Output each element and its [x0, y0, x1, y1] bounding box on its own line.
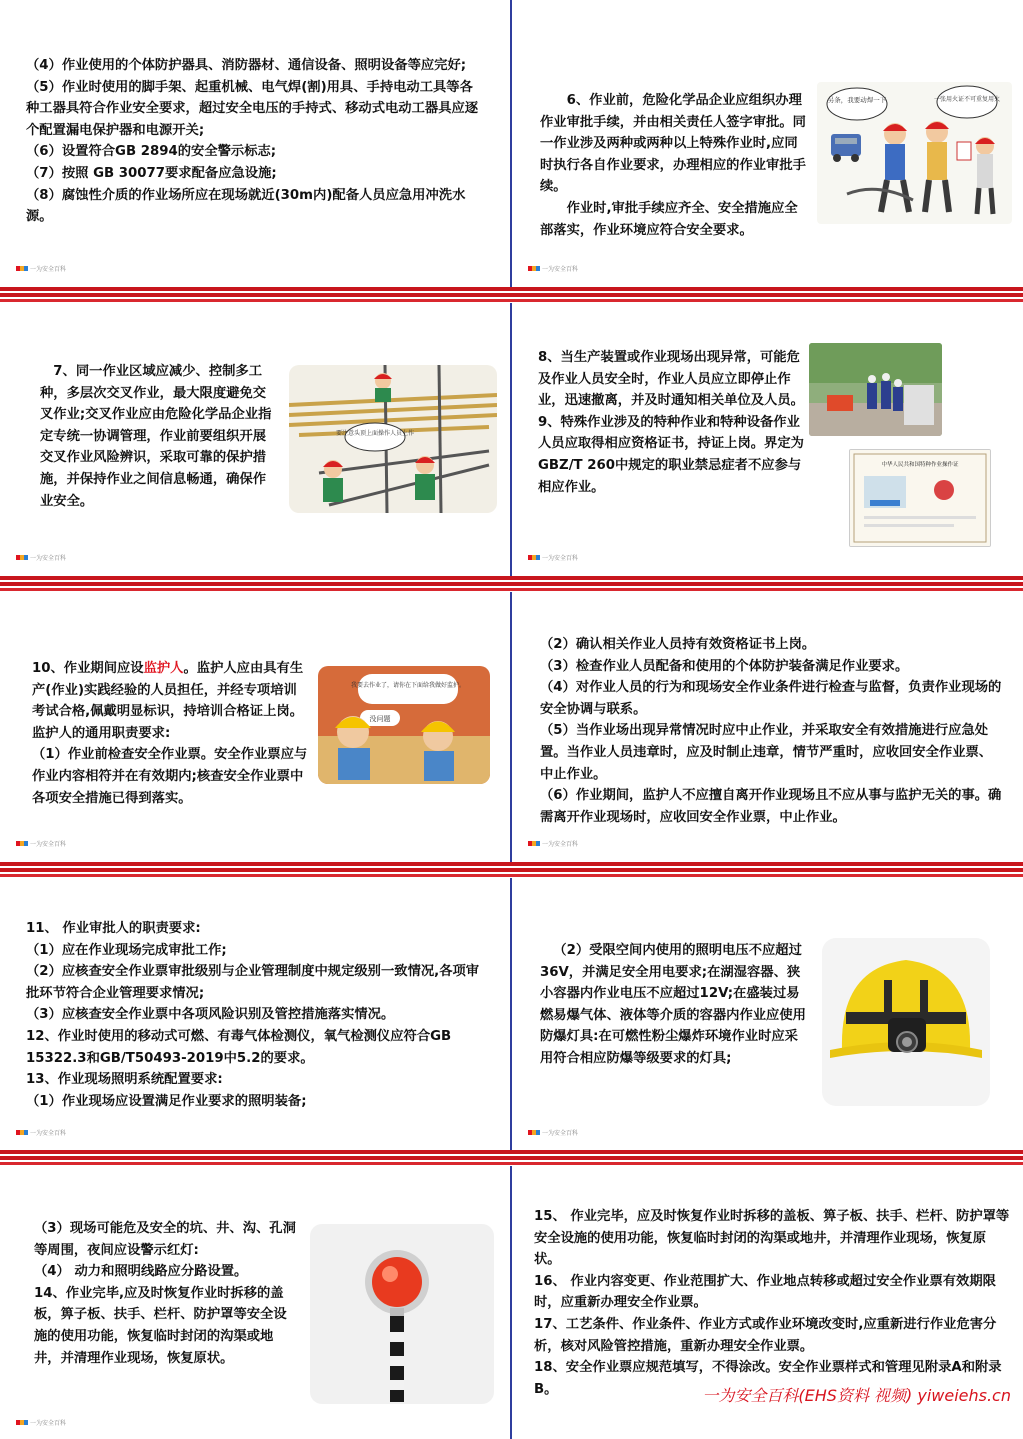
slide-3-text: [40, 361, 275, 512]
slide-5-text: [32, 658, 310, 809]
footer-text: 一为安全百科: [542, 841, 579, 848]
text-line: 11、 作业审批人的职责要求:: [26, 921, 201, 936]
footer-text: 一为安全百科: [30, 555, 67, 562]
text-line: 18、安全作业票应规范填写，不得涂改。安全作业票样式和管理见附录A和附录B。: [534, 1360, 1002, 1397]
footer-text: 一为安全百科: [30, 266, 67, 273]
footer-logo-icon: [16, 555, 28, 560]
text-line: （2）应核查安全作业票审批级别与企业管理制度中规定级别一致情况,各项审批环节符合企业管理要求情况;: [26, 964, 480, 1001]
bubble-text: 另条，我要动焊一下: [827, 96, 887, 104]
slide-4: [512, 303, 1022, 576]
slide-9-text: [34, 1218, 296, 1369]
text-line: 7、同一作业区域应减少、控制多工种，多层次交叉作业，最大限度避免交叉作业;交叉作业应由危险化学品企业指定专统一协调管理，作业前要组织开展交叉作业风险辨识，采取可靠的保护措施，并保持作业之间信息畅通，确保作业安全。: [40, 364, 272, 509]
text-line: （4）对作业人员的行为和现场安全作业条件进行检查与监督，负责作业现场的安全协调与联系。: [540, 680, 1002, 717]
slide-footer: [16, 264, 66, 273]
footer-text: 一为安全百科: [30, 841, 67, 848]
supervisor-cartoon-image: [318, 666, 490, 784]
footer-logo-icon: [16, 841, 28, 846]
text-line: 6、作业前，危险化学品企业应组织办理作业审批手续，并由相关责任人签字审批。同一作业涉及两种或两种以上特殊作业时,应同时执行各自作业要求，办理相应的作业审批手续。: [540, 93, 806, 195]
text-line: （2）受限空间内使用的照明电压不应超过36V，并满足安全用电要求;在湖湿容器、狭小容器内作业电压不应超过12V;在盛装过易燃易爆气体、液体等介质的容器内作业应使用防爆灯具:在可燃性粉尘爆炸环境作业时应采用符合相应防爆等级要求的灯具;: [540, 943, 806, 1066]
text-line: （5）作业时使用的脚手架、起重机械、电气焊(割)用具、手持电动工具等各种工器具符合作业安全要求，超过安全电压的手持式、移动式电动工器具应逐个配置漏电保护器和电源开关;: [26, 79, 479, 138]
footer-logo-icon: [16, 266, 28, 271]
text-line: 17、工艺条件、作业条件、作业方式或作业环境改变时,应重新进行作业危害分析，核对风险管控措施，重新办理安全作业票。: [534, 1316, 997, 1354]
slide-2: [512, 0, 1022, 287]
footer-text: 一为安全百科: [30, 1130, 67, 1137]
footer-logo-icon: [16, 1130, 28, 1135]
highlight-term: 监护人: [143, 661, 184, 676]
slide-footer: [16, 839, 66, 848]
text-line: （2）确认相关作业人员持有效资格证书上岗。: [540, 637, 816, 652]
section-divider-band: [0, 1150, 1023, 1166]
slide-footer: [16, 1418, 66, 1427]
approval-cartoon-image: [817, 82, 1012, 224]
slide-5: [0, 592, 510, 862]
slide-footer: [16, 553, 66, 562]
slide-6-text: [540, 634, 1002, 828]
text-span: 。监护人应由具有生产(作业)实践经验的人员担任，并经专项培训考试合格,佩戴明显标识，持培训合格证上岗。 监护人的通用职责要求:: [32, 661, 304, 741]
section-divider-band: [0, 576, 1023, 592]
slide-footer: [528, 839, 578, 848]
text-line: 15、 作业完毕，应及时恢复作业时拆移的盖板、箅子板、扶手、栏杆、防护罩等安全设施的使用功能，恢复临时封闭的沟渠或地井，并清理作业现场，恢复原状。: [534, 1209, 1010, 1268]
slide-3: [0, 303, 510, 576]
text-line: （7）按照 GB 30077要求配备应急设施;: [26, 165, 277, 181]
text-line: 12、作业时使用的移动式可燃、有毒气体检测仪，氧气检测仪应符合GB 15322.3和GB/T50493-2019中5.2的要求。: [26, 1028, 452, 1066]
footer-logo-icon: [528, 266, 540, 271]
text-line: 作业时,审批手续应齐全、安全措施应全部落实，作业环境应符合安全要求。: [540, 200, 798, 238]
slide-2-text: [540, 90, 806, 241]
text-line: （5）当作业场出现异常情况时应中止作业，并采取安全有效措施进行应急处置。当作业人员违章时，应及时制止违章，情节严重时，应收回安全作业票、中止作业。: [540, 723, 993, 782]
bubble-text: 没问题: [369, 715, 391, 723]
text-line: （6）作业期间，监护人不应擅自离开作业现场且不应从事与监护无关的事。确需离开作业现场时，应收回安全作业票，中止作业。: [540, 788, 1002, 825]
footer-text: 一为安全百科: [30, 1420, 67, 1427]
text-line: （3）现场可能危及安全的坑、井、沟、孔洞等周围，夜间应设警示红灯:: [34, 1221, 296, 1258]
slide-footer: [528, 264, 578, 273]
bubble-text: 我要去作业了，请你在下面给我做好监护。: [350, 682, 466, 689]
slide-8: [512, 878, 1022, 1150]
text-line: （3）应核查安全作业票中各项风险识别及管控措施落实情况。: [26, 1007, 395, 1023]
text-line: （1）应在作业现场完成审批工作;: [26, 942, 227, 958]
slide-6: [512, 592, 1022, 862]
certificate-image: [849, 449, 991, 547]
text-line: 13、作业现场照明系统配置要求:: [26, 1072, 223, 1088]
footer-logo-icon: [528, 841, 540, 846]
text-line: （8）腐蚀性介质的作业场所应在现场就近(30m内)配备人员应急用冲洗水源。: [26, 187, 466, 225]
footer-text: 一为安全百科: [542, 266, 579, 273]
warning-light-image: [310, 1224, 494, 1404]
text-line: 14、作业完毕,应及时恢复作业时拆移的盖板，箅子板、扶手、栏杆、防护罩等安全设施的使用功能，恢复临时封闭的沟渠或地井，并清理作业现场，恢复原状。: [34, 1285, 287, 1366]
footer-text: 一为安全百科: [542, 1130, 579, 1137]
text-line: （4） 动力和照明线路应分路设置。: [34, 1264, 248, 1280]
slide-1-text: [26, 55, 484, 228]
footer-logo-icon: [528, 555, 540, 560]
text-line: （1）作业前检查安全作业票。安全作业票应与作业内容相符并在有效期内;核查安全作业票中各项安全措施已得到落实。: [32, 747, 308, 806]
slide-7: [0, 878, 510, 1150]
slide-footer: [528, 1128, 578, 1137]
slide-4-text: [538, 347, 806, 498]
slide-footer: [16, 1128, 66, 1137]
text-line: 8、当生产装置或作业现场出现异常，可能危及作业人员安全时，作业人员应立即停止作业，迅速撤离，并及时通知相关单位及人员。: [538, 350, 804, 409]
helmet-headlamp-image: [822, 938, 990, 1106]
text-span: 10、作业期间应设: [32, 661, 144, 676]
bubble-text: 一张用火证不可重复用火: [933, 96, 1001, 103]
text-line: （6）设置符合GB 2894的安全警示标志;: [26, 144, 277, 160]
slide-1: [0, 0, 510, 287]
footer-text: 一为安全百科: [542, 555, 579, 562]
slide-8-text: [540, 940, 808, 1070]
slide-footer: [528, 553, 578, 562]
slide-7-text: [26, 918, 490, 1112]
text-line: 9、特殊作业涉及的特种作业和特种设备作业人员应取得相应资格证书，持证上岗。界定为GBZ/T 260中规定的职业禁忌症者不应参与相应作业。: [538, 414, 804, 495]
site-watermark: 一为安全百科(EHS资料 视频) yiweiehs.cn: [702, 1386, 1011, 1405]
slide-10-text: [534, 1206, 1012, 1400]
section-divider-band: [0, 287, 1023, 303]
text-line: [32, 658, 310, 744]
text-line: （4）作业使用的个体防护器具、消防器材、通信设备、照明设备等应完好;: [26, 58, 467, 73]
text-line: 16、 作业内容变更、作业范围扩大、作业地点转移或超过安全作业票有效期限时，应重新办理安全作业票。: [534, 1273, 996, 1311]
text-line: （3）检查作业人员配备和使用的个体防护装备满足作业要求。: [540, 658, 909, 674]
evacuation-photo: [809, 343, 942, 436]
slide-9: [0, 1166, 510, 1439]
bubble-text: 要注意头顶上面操作人员上作: [335, 430, 415, 437]
footer-logo-icon: [528, 1130, 540, 1135]
footer-logo-icon: [16, 1420, 28, 1425]
cross-work-cartoon-image: [289, 365, 497, 513]
certificate-title: 中华人民共和国特种作业操作证: [881, 462, 959, 468]
text-line: （1）作业现场应设置满足作业要求的照明装备;: [26, 1093, 307, 1109]
section-divider-band: [0, 862, 1023, 878]
